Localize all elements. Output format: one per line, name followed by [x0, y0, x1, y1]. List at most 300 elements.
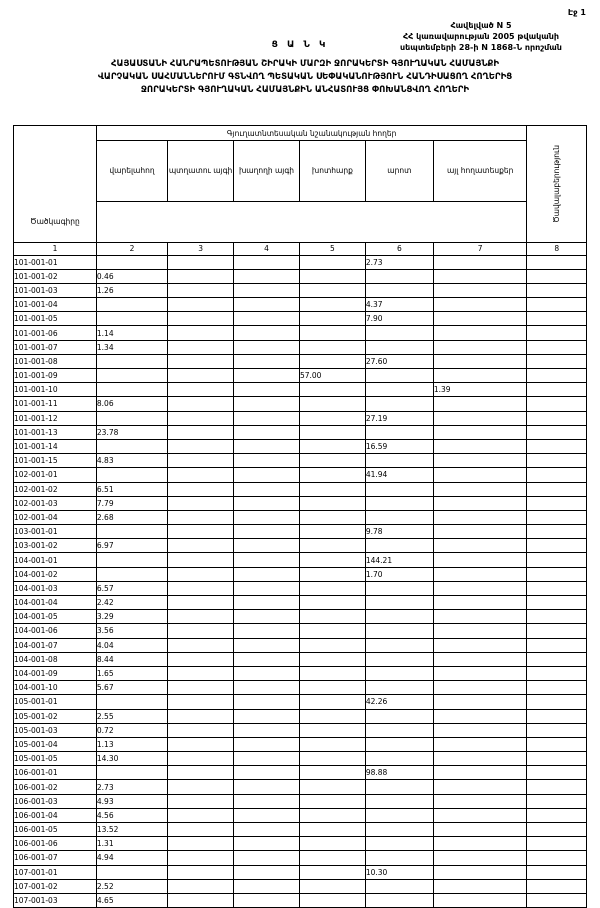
cell-vineyard — [234, 439, 300, 453]
cell-orchard — [168, 823, 234, 837]
cell-vineyard — [234, 383, 300, 397]
header-volume-label: Ծավալաբերություն — [552, 144, 562, 223]
cell-pasture — [365, 581, 433, 595]
cell-other — [433, 553, 527, 567]
cell-other — [433, 652, 527, 666]
row-code: 104-001-09 — [14, 666, 97, 680]
cell-vineyard — [234, 397, 300, 411]
cell-volume — [527, 737, 587, 751]
cell-hayfield — [299, 865, 365, 879]
row-code: 101-001-11 — [14, 397, 97, 411]
table-row — [14, 326, 587, 340]
colnum-1: 1 — [14, 242, 97, 255]
header-vineyard: խաղողի այգի — [234, 141, 300, 202]
cell-other — [433, 567, 527, 581]
cell-pasture — [365, 369, 433, 383]
row-code: 101-001-14 — [14, 439, 97, 453]
cell-vineyard — [234, 482, 300, 496]
cell-volume — [527, 425, 587, 439]
cell-hayfield — [299, 752, 365, 766]
cell-volume — [527, 439, 587, 453]
cell-pasture — [365, 326, 433, 340]
cell-other — [433, 255, 527, 269]
cell-hayfield — [299, 298, 365, 312]
cell-arable: 6.97 — [96, 539, 167, 553]
cell-hayfield — [299, 624, 365, 638]
cell-arable: 2.55 — [96, 709, 167, 723]
cell-hayfield — [299, 893, 365, 907]
cell-pasture — [365, 709, 433, 723]
cell-orchard — [168, 482, 234, 496]
cell-other — [433, 752, 527, 766]
cell-other — [433, 397, 527, 411]
cell-orchard — [168, 411, 234, 425]
table-row — [14, 723, 587, 737]
cell-volume — [527, 383, 587, 397]
cell-pasture — [365, 596, 433, 610]
table-row — [14, 865, 587, 879]
cell-vineyard — [234, 354, 300, 368]
cell-volume — [527, 581, 587, 595]
row-code: 101-001-09 — [14, 369, 97, 383]
cell-pasture — [365, 397, 433, 411]
cell-pasture: 2.73 — [365, 255, 433, 269]
appendix-line-3: սեպտեմբերի 28-ի N 1868-Ն որոշման — [400, 43, 562, 52]
colnum-4: 4 — [234, 242, 300, 255]
cell-vineyard — [234, 865, 300, 879]
cell-volume — [527, 652, 587, 666]
cell-vineyard — [234, 369, 300, 383]
table-row — [14, 553, 587, 567]
row-code: 101-001-04 — [14, 298, 97, 312]
cell-orchard — [168, 468, 234, 482]
table-row — [14, 298, 587, 312]
cell-vineyard — [234, 638, 300, 652]
cell-volume — [527, 510, 587, 524]
colnum-5: 5 — [299, 242, 365, 255]
cell-hayfield — [299, 837, 365, 851]
land-allocation-table — [13, 125, 587, 908]
row-code: 106-001-04 — [14, 808, 97, 822]
cell-volume — [527, 454, 587, 468]
cell-orchard — [168, 539, 234, 553]
cell-hayfield — [299, 553, 365, 567]
cell-pasture — [365, 340, 433, 354]
row-code: 104-001-10 — [14, 681, 97, 695]
cell-other — [433, 354, 527, 368]
cell-arable — [96, 865, 167, 879]
cell-arable — [96, 411, 167, 425]
cell-hayfield — [299, 312, 365, 326]
table-row — [14, 709, 587, 723]
cell-orchard — [168, 553, 234, 567]
subtitle-line-3: ՋՈՐԱԿԵՐՏԻ ԳՅՈՒՂԱԿԱՆ ՀԱՄԱՅՆՔԻՆ ԱՆՀԱՏՈՒՅՑ ՓՈԽԱՆՑՎՈՂ ՀՈՂԵՐԻ — [140, 85, 470, 95]
table-row — [14, 737, 587, 751]
cell-arable: 0.46 — [96, 269, 167, 283]
table-number-row — [14, 242, 587, 255]
cell-pasture — [365, 780, 433, 794]
cell-volume — [527, 525, 587, 539]
cell-orchard — [168, 439, 234, 453]
cell-orchard — [168, 794, 234, 808]
cell-pasture — [365, 752, 433, 766]
cell-hayfield — [299, 468, 365, 482]
appendix-line-1: Հավելված N 5 — [450, 21, 512, 30]
cell-volume — [527, 539, 587, 553]
cell-vineyard — [234, 879, 300, 893]
cell-hayfield — [299, 439, 365, 453]
table-row — [14, 269, 587, 283]
cell-pasture: 10.30 — [365, 865, 433, 879]
row-code: 103-001-01 — [14, 525, 97, 539]
cell-arable: 1.65 — [96, 666, 167, 680]
cell-pasture — [365, 482, 433, 496]
cell-pasture — [365, 893, 433, 907]
table-row — [14, 681, 587, 695]
cell-volume — [527, 851, 587, 865]
cell-arable: 5.67 — [96, 681, 167, 695]
cell-hayfield — [299, 596, 365, 610]
cell-arable — [96, 525, 167, 539]
cell-volume — [527, 354, 587, 368]
cell-vineyard — [234, 766, 300, 780]
cell-pasture — [365, 681, 433, 695]
cell-other — [433, 723, 527, 737]
row-code: 105-001-01 — [14, 695, 97, 709]
cell-hayfield — [299, 723, 365, 737]
cell-pasture: 1.70 — [365, 567, 433, 581]
header-other-lands: այլ հողատեսքեր — [433, 141, 527, 202]
cell-orchard — [168, 709, 234, 723]
cell-arable: 23.78 — [96, 425, 167, 439]
cell-arable: 2.73 — [96, 780, 167, 794]
cell-other — [433, 851, 527, 865]
cell-pasture: 7.90 — [365, 312, 433, 326]
cell-vineyard — [234, 695, 300, 709]
cell-vineyard — [234, 454, 300, 468]
table-row — [14, 397, 587, 411]
cell-volume — [527, 865, 587, 879]
table-row — [14, 893, 587, 907]
row-code: 101-001-06 — [14, 326, 97, 340]
row-code: 101-001-10 — [14, 383, 97, 397]
row-code: 104-001-08 — [14, 652, 97, 666]
cell-other — [433, 340, 527, 354]
cell-arable: 3.29 — [96, 610, 167, 624]
row-code: 104-001-03 — [14, 581, 97, 595]
cell-hayfield — [299, 851, 365, 865]
table-row — [14, 666, 587, 680]
cell-volume — [527, 794, 587, 808]
cell-volume — [527, 553, 587, 567]
cell-orchard — [168, 879, 234, 893]
row-code: 107-001-02 — [14, 879, 97, 893]
cell-vineyard — [234, 581, 300, 595]
cell-other — [433, 893, 527, 907]
cell-volume — [527, 283, 587, 297]
table-row — [14, 255, 587, 269]
cell-arable: 3.56 — [96, 624, 167, 638]
cell-volume — [527, 340, 587, 354]
cell-volume — [527, 567, 587, 581]
cell-hayfield — [299, 823, 365, 837]
cell-arable — [96, 553, 167, 567]
cell-orchard — [168, 567, 234, 581]
cell-arable: 4.94 — [96, 851, 167, 865]
cell-other — [433, 425, 527, 439]
cell-hayfield — [299, 581, 365, 595]
cell-orchard — [168, 695, 234, 709]
cell-volume — [527, 709, 587, 723]
cell-other — [433, 369, 527, 383]
cell-vineyard — [234, 624, 300, 638]
cell-vineyard — [234, 610, 300, 624]
cell-orchard — [168, 354, 234, 368]
colnum-6: 6 — [365, 242, 433, 255]
cell-orchard — [168, 681, 234, 695]
row-code: 101-001-12 — [14, 411, 97, 425]
cell-pasture — [365, 610, 433, 624]
cell-hayfield — [299, 255, 365, 269]
cell-arable — [96, 468, 167, 482]
table-body — [14, 255, 587, 908]
cell-orchard — [168, 326, 234, 340]
cell-orchard — [168, 766, 234, 780]
cell-other — [433, 737, 527, 751]
cell-vineyard — [234, 255, 300, 269]
cell-other — [433, 454, 527, 468]
cell-vineyard — [234, 340, 300, 354]
table-row — [14, 312, 587, 326]
cell-volume — [527, 397, 587, 411]
cell-hayfield — [299, 666, 365, 680]
row-code: 104-001-07 — [14, 638, 97, 652]
cell-volume — [527, 269, 587, 283]
header-orchard: պտղատու այգի — [168, 141, 234, 202]
cell-other — [433, 879, 527, 893]
cell-other — [433, 581, 527, 595]
row-code: 105-001-02 — [14, 709, 97, 723]
header-pasture: արոտ — [365, 141, 433, 202]
row-code: 102-001-01 — [14, 468, 97, 482]
cell-orchard — [168, 652, 234, 666]
cell-orchard — [168, 340, 234, 354]
cell-vineyard — [234, 411, 300, 425]
cell-volume — [527, 681, 587, 695]
row-code: 106-001-01 — [14, 766, 97, 780]
cell-orchard — [168, 865, 234, 879]
cell-vineyard — [234, 312, 300, 326]
cell-arable — [96, 255, 167, 269]
cell-arable: 7.79 — [96, 496, 167, 510]
cell-arable — [96, 369, 167, 383]
cell-hayfield — [299, 879, 365, 893]
cell-other — [433, 610, 527, 624]
cell-other — [433, 709, 527, 723]
cell-vineyard — [234, 681, 300, 695]
cell-arable — [96, 567, 167, 581]
table-row — [14, 610, 587, 624]
cell-volume — [527, 596, 587, 610]
cell-pasture: 41.94 — [365, 468, 433, 482]
table-row — [14, 567, 587, 581]
header-code-spacer — [14, 126, 97, 202]
table-row — [14, 425, 587, 439]
cell-orchard — [168, 638, 234, 652]
table-group-header-row — [14, 126, 587, 141]
table-row — [14, 468, 587, 482]
table-row — [14, 354, 587, 368]
cell-volume — [527, 624, 587, 638]
cell-orchard — [168, 255, 234, 269]
table-row — [14, 411, 587, 425]
cell-pasture — [365, 879, 433, 893]
cell-volume — [527, 808, 587, 822]
cell-vineyard — [234, 269, 300, 283]
row-code: 101-001-13 — [14, 425, 97, 439]
cell-orchard — [168, 298, 234, 312]
cell-arable: 1.14 — [96, 326, 167, 340]
cell-other — [433, 823, 527, 837]
page-number: Էջ 1 — [567, 8, 586, 17]
cell-vineyard — [234, 837, 300, 851]
table-row — [14, 340, 587, 354]
cell-volume — [527, 369, 587, 383]
cell-hayfield — [299, 383, 365, 397]
cell-arable: 4.83 — [96, 454, 167, 468]
cell-hayfield — [299, 681, 365, 695]
cell-vineyard — [234, 510, 300, 524]
header-spacer — [96, 202, 527, 243]
cell-hayfield — [299, 510, 365, 524]
cell-volume — [527, 411, 587, 425]
cell-pasture — [365, 723, 433, 737]
cell-orchard — [168, 596, 234, 610]
row-code: 101-001-07 — [14, 340, 97, 354]
cell-orchard — [168, 383, 234, 397]
cell-arable: 4.65 — [96, 893, 167, 907]
cell-other: 1.39 — [433, 383, 527, 397]
cell-hayfield — [299, 780, 365, 794]
cell-vineyard — [234, 553, 300, 567]
table-row — [14, 823, 587, 837]
cell-arable: 14.30 — [96, 752, 167, 766]
cell-vineyard — [234, 808, 300, 822]
cell-arable: 4.56 — [96, 808, 167, 822]
table-row — [14, 283, 587, 297]
cell-hayfield — [299, 610, 365, 624]
cell-vineyard — [234, 539, 300, 553]
table-row — [14, 695, 587, 709]
cell-orchard — [168, 312, 234, 326]
row-code: 106-001-06 — [14, 837, 97, 851]
cell-other — [433, 808, 527, 822]
row-code: 106-001-03 — [14, 794, 97, 808]
cell-other — [433, 510, 527, 524]
cell-vineyard — [234, 567, 300, 581]
row-code: 105-001-05 — [14, 752, 97, 766]
cell-vineyard — [234, 326, 300, 340]
cell-hayfield — [299, 454, 365, 468]
cell-pasture — [365, 454, 433, 468]
colnum-2: 2 — [96, 242, 167, 255]
row-code: 106-001-07 — [14, 851, 97, 865]
cell-other — [433, 539, 527, 553]
cell-pasture: 16.59 — [365, 439, 433, 453]
row-code: 104-001-05 — [14, 610, 97, 624]
cell-arable — [96, 383, 167, 397]
row-code: 107-001-01 — [14, 865, 97, 879]
cell-arable — [96, 298, 167, 312]
cell-hayfield — [299, 496, 365, 510]
cell-orchard — [168, 666, 234, 680]
cell-arable: 2.68 — [96, 510, 167, 524]
header-agricultural-group: Գյուղատնտեսական նշանակության հողեր — [96, 126, 527, 141]
cell-volume — [527, 893, 587, 907]
cell-arable: 0.72 — [96, 723, 167, 737]
cell-orchard — [168, 283, 234, 297]
cell-pasture — [365, 539, 433, 553]
cell-orchard — [168, 851, 234, 865]
cell-hayfield — [299, 808, 365, 822]
cell-pasture — [365, 510, 433, 524]
cell-volume — [527, 468, 587, 482]
row-code: 101-001-01 — [14, 255, 97, 269]
cell-pasture — [365, 624, 433, 638]
cell-vineyard — [234, 496, 300, 510]
cell-hayfield: 57.00 — [299, 369, 365, 383]
cell-volume — [527, 298, 587, 312]
row-code: 105-001-03 — [14, 723, 97, 737]
cell-orchard — [168, 780, 234, 794]
cell-pasture: 27.60 — [365, 354, 433, 368]
table-column-header-row — [14, 141, 587, 202]
cell-pasture — [365, 425, 433, 439]
cell-volume — [527, 312, 587, 326]
cell-vineyard — [234, 723, 300, 737]
cell-vineyard — [234, 794, 300, 808]
cell-volume — [527, 823, 587, 837]
cell-other — [433, 312, 527, 326]
cell-pasture — [365, 652, 433, 666]
cell-other — [433, 638, 527, 652]
cell-orchard — [168, 369, 234, 383]
table-row — [14, 794, 587, 808]
cell-volume — [527, 780, 587, 794]
header-volume — [527, 126, 587, 243]
row-code: 102-001-02 — [14, 482, 97, 496]
cell-arable: 4.93 — [96, 794, 167, 808]
cell-hayfield — [299, 794, 365, 808]
document-subtitle — [30, 58, 580, 97]
table-row — [14, 525, 587, 539]
table-row — [14, 510, 587, 524]
cell-arable: 6.51 — [96, 482, 167, 496]
cell-hayfield — [299, 638, 365, 652]
cell-volume — [527, 638, 587, 652]
cell-orchard — [168, 624, 234, 638]
cell-pasture — [365, 638, 433, 652]
cell-volume — [527, 879, 587, 893]
cell-pasture — [365, 283, 433, 297]
subtitle-line-1: ՀԱՅԱՍՏԱՆԻ ՀԱՆՐԱՊԵՏՈՒԹՅԱՆ ՇԻՐԱԿԻ ՄԱՐԶԻ ՋՈՐԱԿԵՐՏԻ ԳՅՈՒՂԱԿԱՆ ՀԱՄԱՅՆՔԻ — [111, 59, 499, 69]
cell-other — [433, 837, 527, 851]
cell-arable — [96, 766, 167, 780]
table-row — [14, 808, 587, 822]
cell-orchard — [168, 581, 234, 595]
cell-other — [433, 666, 527, 680]
cell-hayfield — [299, 354, 365, 368]
